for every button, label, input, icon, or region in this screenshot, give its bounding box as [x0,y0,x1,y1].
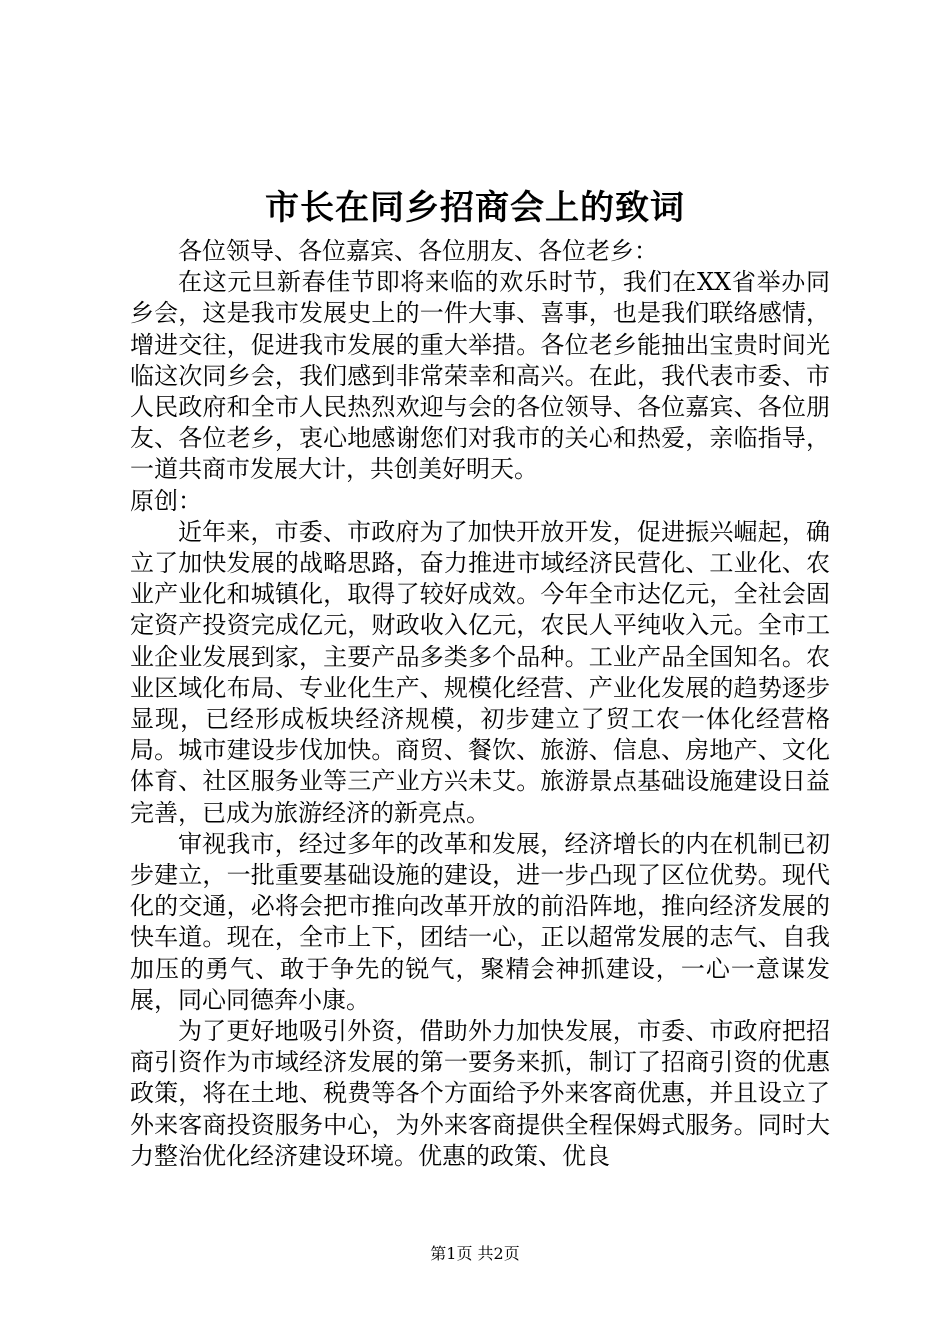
body-paragraph-greeting: 在这元旦新春佳节即将来临的欢乐时节，我们在XX省举办同乡会，这是我市发展史上的一件大事、喜事，也是我们联络感情，增进交往，促进我市发展的重大举措。各位老乡能抽出宝贵时间光临这次同乡会，我们感到非常荣幸和高兴。在此，我代表市委、市人民政府和全市人民热烈欢迎与会的各位领导、各位嘉宾、各位朋友、各位老乡，衷心地感谢您们对我市的关心和热爱，亲临指导，一道共商市发展大计，共创美好明天。 [130,268,830,484]
page-number-footer: 第1页 共2页 [430,1244,520,1263]
document-title: 市长在同乡招商会上的致词 [265,188,685,228]
body-paragraph-development: 近年来，市委、市政府为了加快开放开发，促进振兴崛起，确立了加快发展的战略思路，奋力推进市域经济民营化、工业化、农业产业化和城镇化，取得了较好成效。今年全市达亿元，全社会固定资产投资完成亿元，财政收入亿元，农民人平纯收入元。全市工业企业发展到家，主要产品多类多个品种。工业产品全国知名。农业区域化布局、专业化生产、规模化经营、产业化发展的趋势逐步显现，已经形成板块经济规模，初步建立了贸工农一体化经营格局。城市建设步伐加快。商贸、餐饮、旅游、信息、房地产、文化体育、社区服务业等三产业方兴未艾。旅游景点基础设施建设日益完善，已成为旅游经济的新亮点。 [130,517,830,827]
original-note: 原创： [130,486,202,515]
document-body [130,236,830,1172]
salutation-paragraph: 各位领导、各位嘉宾、各位朋友、各位老乡： [178,237,658,265]
body-paragraph-investment: 为了更好地吸引外资，借助外力加快发展，市委、市政府把招商引资作为市域经济发展的第一要务来抓，制订了招商引资的优惠政策，将在土地、税费等各个方面给予外来客商优惠，并且设立了外来客商投资服务中心，为外来客商提供全程保姆式服务。同时大力整治优化经济建设环境。优惠的政策、优良 [130,1017,830,1170]
body-paragraph-review: 审视我市，经过多年的改革和发展，经济增长的内在机制已初步建立，一批重要基础设施的建设，进一步凸现了区位优势。现代化的交通，必将会把市推向改革开放的前沿阵地，推向经济发展的快车道。现在，全市上下，团结一心，正以超常发展的志气、自我加压的勇气、敢于争先的锐气，聚精会神抓建设，一心一意谋发展，同心同德奔小康。 [130,829,830,1014]
